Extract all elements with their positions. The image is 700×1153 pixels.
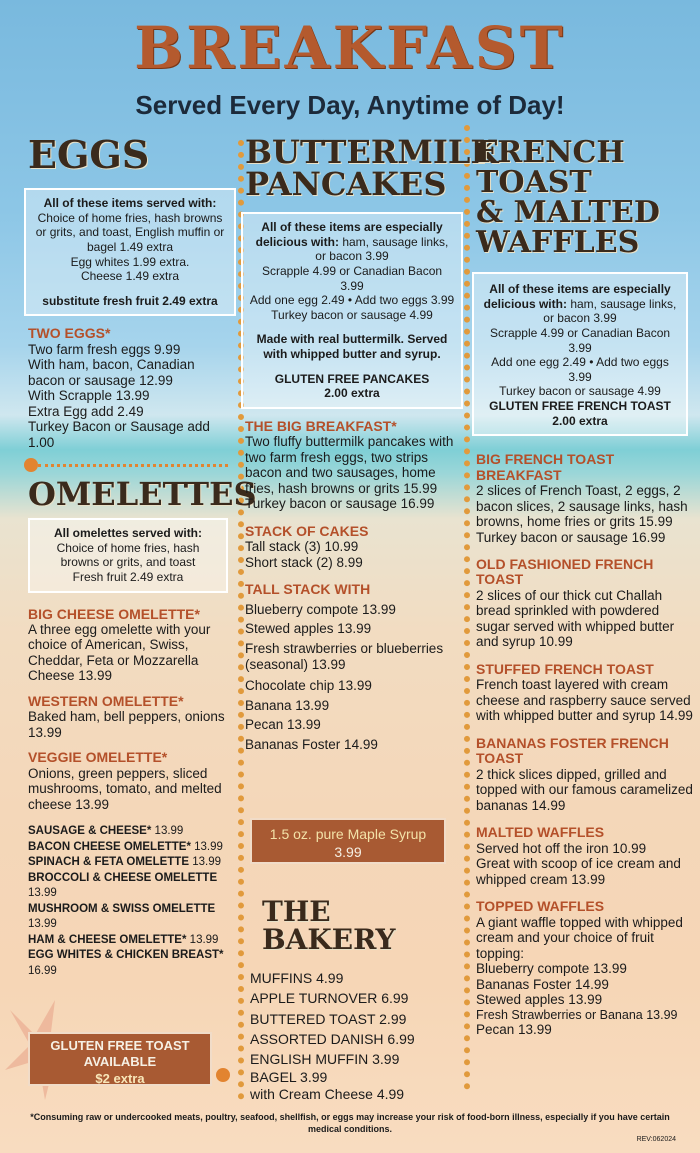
big-breakfast-extra: Turkey bacon or sausage 16.99 <box>245 496 435 512</box>
french-item-body: Served hot off the iron 10.99 <box>476 840 647 856</box>
tall-stack-line: Pecan 13.99 <box>245 717 321 733</box>
small-omelette-item: SAUSAGE & CHEESE* 13.99 <box>28 825 184 838</box>
topped-waffles-title: TOPPED WAFFLES <box>476 898 605 915</box>
orange-dot <box>24 458 38 472</box>
eggs-box-sub: substitute fresh fruit 2.49 extra <box>42 293 218 308</box>
bakery-item: BAGEL 3.99 <box>250 1069 328 1086</box>
french-box-text: All of these items are especially delicious with: ham, sausage links, or bacon 3.99 <box>483 282 677 326</box>
bakery-item: ENGLISH MUFFIN 3.99 <box>250 1051 400 1068</box>
pancakes-column <box>245 132 499 754</box>
omelette-body: Baked ham, bell peppers, onions 13.99 <box>28 709 225 740</box>
tall-stack-line: Banana 13.99 <box>245 697 330 713</box>
omelettes-column <box>28 475 257 979</box>
pancakes-box-text: All of these items are especially delicious with: ham, sausage links, or bacon 3.99 <box>255 220 449 264</box>
bakery-item: MUFFINS 4.99 <box>250 970 344 986</box>
french-toast-info-box <box>472 272 688 436</box>
tall-stack-line: Stewed apples 13.99 <box>245 621 372 637</box>
bakery-section <box>250 895 460 1103</box>
french-toast-heading: FRENCH TOAST <box>476 135 625 200</box>
eggs-box-line: Egg whites 1.99 extra. <box>70 254 190 269</box>
pancakes-box-line: Add one egg 2.49 • Add two eggs 3.99 <box>249 293 455 308</box>
small-omelette-item: HAM & CHEESE OMELETTE* 13.99 <box>28 933 219 946</box>
tall-stack-line: Chocolate chip 13.99 <box>245 678 372 694</box>
french-item-body: 2 slices of French Toast, 2 eggs, 2 bacon slices, 2 sausage links, hash browns, home fries or grits 15.99 <box>476 483 688 530</box>
omelettes-info-box <box>28 518 228 593</box>
two-eggs-title: TWO EGGS* <box>28 325 111 342</box>
pancakes-box-line: Scrapple 4.99 or Canadian Bacon 3.99 <box>261 263 443 293</box>
french-toast-heading: & MALTED <box>476 195 660 230</box>
tall-stack-title: TALL STACK WITH <box>245 581 371 598</box>
french-item-title: STUFFED FRENCH TOAST <box>476 660 654 677</box>
tall-stack-line: Fresh strawberries or blueberries (seasonal) 13.99 <box>245 640 444 672</box>
two-eggs-line: Extra Egg add 2.49 <box>28 403 144 419</box>
french-item-extra: Great with scoop of ice cream and whipped cream 13.99 <box>476 856 681 887</box>
small-omelette-item: BROCCOLI & CHEESE OMELETTE 13.99 <box>28 871 218 900</box>
section-divider <box>38 464 228 467</box>
two-eggs-line: Turkey Bacon or Sausage add 1.00 <box>28 419 210 450</box>
omelettes-box-line: Fresh fruit 2.49 extra <box>72 569 184 584</box>
french-toast-heading: WAFFLES <box>476 225 640 260</box>
gf-toast-line: $2 extra <box>95 1070 145 1086</box>
french-item-title: BANANAS FOSTER FRENCH TOAST <box>476 734 669 767</box>
revision-code: REV:062024 <box>636 1136 676 1143</box>
two-eggs-line: With Scrapple 13.99 <box>28 388 150 404</box>
bakery-item: APPLE TURNOVER 6.99 <box>250 990 409 1007</box>
french-item-body: French toast layered with cream cheese and raspberry sauce served with whipped butter and syrup 14.99 <box>476 677 693 724</box>
gf-toast-line: AVAILABLE <box>83 1054 157 1070</box>
omelettes-heading: OMELETTES <box>28 475 257 513</box>
french-item-extra: Turkey bacon or sausage 16.99 <box>476 529 666 545</box>
small-omelette-item: MUSHROOM & SWISS OMELETTE 13.99 <box>28 902 216 931</box>
french-toast-column <box>476 132 696 1038</box>
small-omelette-item: BACON CHEESE OMELETTE* 13.99 <box>28 840 223 853</box>
stack-line: Short stack (2) 8.99 <box>245 554 363 570</box>
omelettes-box-bold: All omelettes served with: <box>53 526 203 540</box>
eggs-heading: EGGS <box>28 132 150 177</box>
health-disclaimer: *Consuming raw or undercooked meats, poultry, seafood, shellfish, or eggs may increase your risk of food-born illness, especially if you have certain medical conditions. <box>30 1112 670 1134</box>
omelette-body: Onions, green peppers, sliced mushrooms, tomato, and melted cheese 13.99 <box>28 765 222 812</box>
topped-waffles-line: Stewed apples 13.99 <box>476 992 603 1008</box>
omelettes-box-text: Choice of home fries, hash browns or grits, and toast <box>56 540 200 570</box>
pancakes-heading: PANCAKES <box>245 165 447 203</box>
tall-stack-line: Bananas Foster 14.99 <box>245 736 378 752</box>
french-item-body: 2 slices of our thick cut Challah bread sprinkled with powdered sugar served with whipped butter and syrup 10.99 <box>476 587 675 650</box>
omelette-title: VEGGIE OMELETTE* <box>28 749 168 766</box>
bakery-item: ASSORTED DANISH 6.99 <box>250 1030 415 1047</box>
french-box-line: Add one egg 2.49 • Add two eggs 3.99 <box>491 355 669 384</box>
bakery-item: with Cream Cheese 4.99 <box>250 1086 405 1103</box>
eggs-box-line: Cheese 1.49 extra <box>80 269 180 284</box>
topped-waffles-line: Bananas Foster 14.99 <box>476 976 609 992</box>
bakery-item: BUTTERED TOAST 2.99 <box>250 1010 407 1027</box>
eggs-box-text: All of these items served with: Choice of home fries, hash browns or grits, and toast, English muffin or bagel 1.49 extra <box>35 196 225 254</box>
pancakes-box-bold: Made with real buttermilk. Served with whipped butter and syrup. <box>256 332 448 361</box>
breakfast-title: BREAKFAST <box>134 14 566 82</box>
stack-of-cakes-title: STACK OF CAKES <box>245 522 369 539</box>
topped-waffles-line: Pecan 13.99 <box>476 1022 552 1037</box>
french-box-bold: 2.00 extra <box>552 413 608 428</box>
french-item-title: OLD FASHIONED FRENCH TOAST <box>476 556 654 588</box>
omelette-body: A three egg omelette with your choice of American, Swiss, Cheddar, Feta or Mozzarella Cheese 13.99 <box>28 621 211 684</box>
pancakes-box-bold: 2.00 extra <box>324 386 380 401</box>
french-item-title: BIG FRENCH TOAST BREAKFAST <box>476 451 615 483</box>
big-breakfast-body: Two fluffy buttermilk pancakes with two farm fresh eggs, two strips bacon and two sausages, home fries, hash browns or grits 15.99 <box>245 434 454 496</box>
topped-waffles-line: Blueberry compote 13.99 <box>476 961 627 977</box>
pancakes-info-box <box>241 212 463 409</box>
maple-syrup-line: 1.5 oz. pure Maple Syrup <box>269 826 427 842</box>
two-eggs-line: Two farm fresh eggs 9.99 <box>28 341 181 357</box>
french-item-title: MALTED WAFFLES <box>476 824 605 841</box>
tall-stack-line: Blueberry compote 13.99 <box>245 601 396 617</box>
small-omelette-item: SPINACH & FETA OMELETTE 13.99 <box>28 856 221 869</box>
omelette-title: WESTERN OMELETTE* <box>28 692 184 709</box>
pancakes-box-line: Turkey bacon or sausage 4.99 <box>271 307 433 322</box>
bakery-heading: THE BAKERY <box>262 895 396 956</box>
french-box-line: Scrapple 4.99 or Canadian Bacon 3.99 <box>489 325 671 355</box>
orange-dot <box>216 1068 230 1082</box>
topped-waffles-body: A giant waffle topped with whipped cream and your choice of fruit topping: <box>476 914 683 961</box>
stack-line: Tall stack (3) 10.99 <box>245 539 359 555</box>
page-subtitle: Served Every Day, Anytime of Day! <box>135 90 565 120</box>
french-box-bold: GLUTEN FREE FRENCH TOAST <box>489 399 671 413</box>
maple-syrup-price: 3.99 <box>334 843 362 860</box>
two-eggs-line: With ham, bacon, Canadian bacon or sausage 12.99 <box>28 357 195 388</box>
eggs-info-box <box>24 188 236 316</box>
omelette-title: BIG CHEESE OMELETTE* <box>28 605 200 622</box>
gluten-free-toast-box <box>28 1032 212 1086</box>
french-item-body: 2 thick slices dipped, grilled and topped with our famous caramelized bananas 14.99 <box>476 766 693 813</box>
big-breakfast-title: THE BIG BREAKFAST* <box>245 417 397 434</box>
maple-syrup-box <box>250 818 446 864</box>
gf-toast-line: GLUTEN FREE TOAST <box>50 1038 190 1053</box>
topped-waffles-line: Fresh Strawberries or Banana 13.99 <box>476 1007 678 1022</box>
eggs-column <box>28 132 233 450</box>
small-omelette-item: EGG WHITES & CHICKEN BREAST* 16.99 <box>28 949 224 977</box>
pancakes-heading: BUTTERMILK <box>245 133 499 171</box>
pancakes-box-bold: GLUTEN FREE PANCAKES <box>274 371 430 386</box>
french-box-line: Turkey bacon or sausage 4.99 <box>499 384 661 399</box>
